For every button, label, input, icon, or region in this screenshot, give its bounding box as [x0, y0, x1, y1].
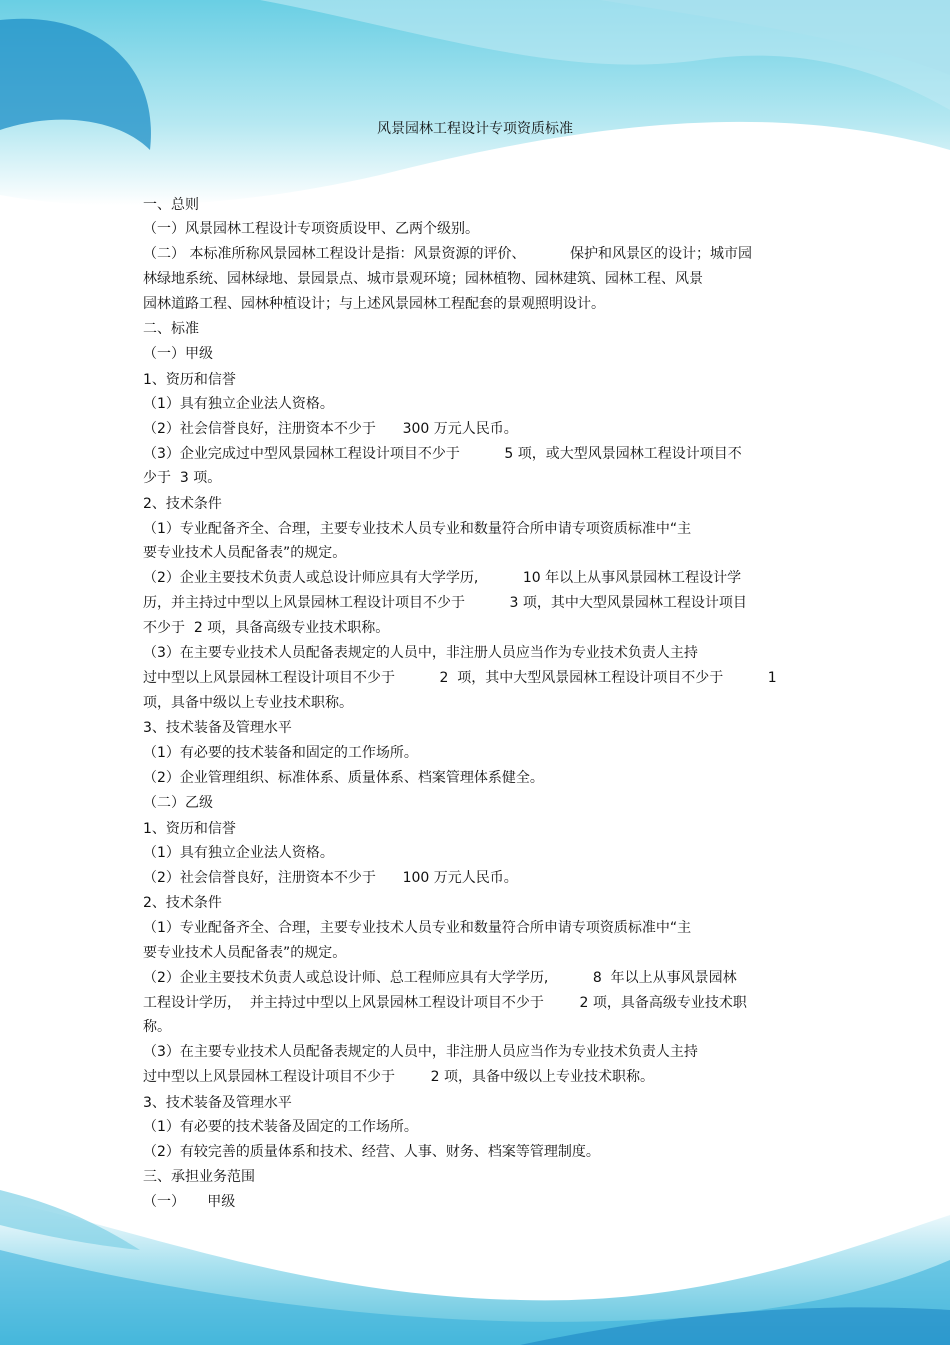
body-line: （2）社会信誉良好，注册资本不少于 300 万元人民币。 — [143, 421, 518, 437]
body-line: （3）在主要专业技术人员配备表规定的人员中，非注册人员应当作为专业技术负责人主持 — [143, 645, 698, 661]
body-line: 3、技术装备及管理水平 — [143, 720, 292, 736]
body-line: （2）企业主要技术负责人或总设计师、总工程师应具有大学学历, 8 年以上从事风景园林 — [143, 970, 737, 986]
body-line: （一）甲级 — [143, 346, 213, 362]
body-line: 2、技术条件 — [143, 496, 222, 512]
body-line: （1）专业配备齐全、合理，主要专业技术人员专业和数量符合所申请专项资质标准中“主 — [143, 521, 692, 537]
body-line: （1）有必要的技术装备及固定的工作场所。 — [143, 1119, 418, 1135]
body-line: （二）乙级 — [143, 795, 213, 811]
body-line: （二） 本标准所称风景园林工程设计是指：风景资源的评价、 保护和风景区的设计；城市园 — [143, 246, 752, 262]
body-line: 1、资历和信誉 — [143, 821, 236, 837]
body-line: 二、标准 — [143, 321, 199, 337]
body-line: （一） 甲级 — [143, 1194, 236, 1210]
body-line: （3）在主要专业技术人员配备表规定的人员中，非注册人员应当作为专业技术负责人主持 — [143, 1044, 698, 1060]
body-line: 3、技术装备及管理水平 — [143, 1095, 292, 1111]
body-line: 不少于 2 项，具备高级专业技术职称。 — [143, 620, 390, 636]
body-line: （2）社会信誉良好，注册资本不少于 100 万元人民币。 — [143, 870, 518, 886]
body-line: 工程设计学历， 并主持过中型以上风景园林工程设计项目不少于 2 项，具备高级专业技术职 — [143, 995, 747, 1011]
body-line: 少于 3 项。 — [143, 470, 222, 486]
body-line: 项，具备中级以上专业技术职称。 — [143, 695, 353, 711]
body-line: 要专业技术人员配备表”的规定。 — [143, 945, 347, 961]
body-line: （1）具有独立企业法人资格。 — [143, 845, 334, 861]
body-line: （2）有较完善的质量体系和技术、经营、人事、财务、档案等管理制度。 — [143, 1144, 600, 1160]
body-line: （2）企业主要技术负责人或总设计师应具有大学学历, 10 年以上从事风景园林工程设计学 — [143, 570, 742, 586]
body-line: （1）具有独立企业法人资格。 — [143, 396, 334, 412]
body-line: 要专业技术人员配备表”的规定。 — [143, 545, 347, 561]
body-line: 一、总则 — [143, 197, 199, 213]
body-line: （1）有必要的技术装备和固定的工作场所。 — [143, 745, 418, 761]
document-title: 风景园林工程设计专项资质标准 — [377, 121, 573, 137]
body-line: 三、承担业务范围 — [143, 1169, 255, 1185]
body-line: 2、技术条件 — [143, 895, 222, 911]
body-line: （1）专业配备齐全、合理，主要专业技术人员专业和数量符合所申请专项资质标准中“主 — [143, 920, 692, 936]
body-line: 林绿地系统、园林绿地、景园景点、城市景观环境；园林植物、园林建筑、园林工程、风景 — [143, 271, 703, 287]
body-line: （一）风景园林工程设计专项资质设甲、乙两个级别。 — [143, 221, 479, 237]
body-line: （2）企业管理组织、标准体系、质量体系、档案管理体系健全。 — [143, 770, 544, 786]
body-line: 园林道路工程、园林种植设计；与上述风景园林工程配套的景观照明设计。 — [143, 296, 605, 312]
body-line: 称。 — [143, 1019, 171, 1035]
body-line: （3）企业完成过中型风景园林工程设计项目不少于 5 项，或大型风景园林工程设计项目不 — [143, 446, 742, 462]
body-line: 过中型以上风景园林工程设计项目不少于 2 项，其中大型风景园林工程设计项目不少于 1 — [143, 670, 777, 686]
body-line: 历，并主持过中型以上风景园林工程设计项目不少于 3 项，其中大型风景园林工程设计项目 — [143, 595, 747, 611]
body-line: 过中型以上风景园林工程设计项目不少于 2 项，具备中级以上专业技术职称。 — [143, 1069, 654, 1085]
body-line: 1、资历和信誉 — [143, 372, 236, 388]
